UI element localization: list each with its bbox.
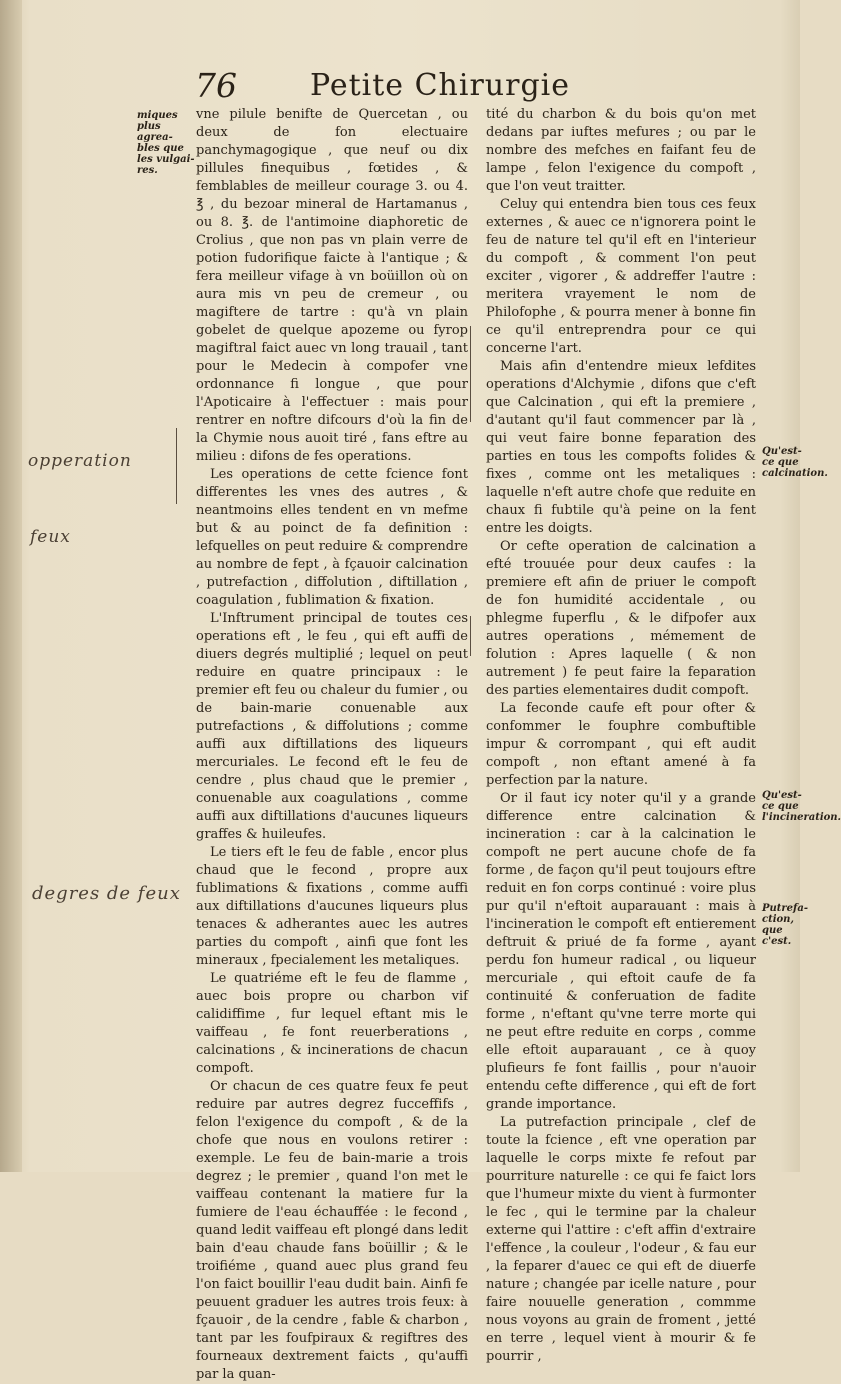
margin-marking: [176, 428, 177, 504]
paragraph: Le quatriéme eft le feu de flamme , auec bois propre ou charbon vif calidiffime , fur lequel eftant mis le vaiffeau , fe font reuerberations , calcinations , & incinerations de chacun compoft.: [196, 971, 468, 1076]
text-column-right: [486, 106, 756, 1366]
text-column-left: [196, 106, 468, 1384]
paragraph: Les operations de cette fcience font differentes les vnes des autres , & neantmoins elles tendent en vn mefme but & au poinct de fa definition : lefquelles on peut reduire & comprendre au nombre de fept , à fçauoir calcination , putrefaction , diffolution , diftillation , coagulation , fublimation & fixation.: [196, 467, 468, 608]
binding-gutter: [0, 0, 22, 1172]
margin-note-right: Qu'est-ce que l'incineration.: [762, 790, 841, 823]
margin-note-right: Putrefa-ction, que c'est.: [762, 903, 808, 947]
handwritten-note: feux: [30, 527, 71, 547]
paragraph: Mais afin d'entendre mieux lefdites operations d'Alchymie , difons que c'eft que Calcination , qui eft la premiere , d'autant qu'il faut commencer par là , qui veut faire bonne feparation des parties en tous les compofts folides & fixes , comme ont les metaliques : laquelle n'eft autre chofe que reduite en chaux fi fubtile qu'à peine on la fent entre les doigts.: [486, 359, 756, 536]
running-head: Petite Chirurgie: [310, 68, 571, 103]
paragraph: Or chacun de ces quatre feux fe peut reduire par autres degrez fucceffifs , felon l'exigence du compoft , & de la chofe que nous en voulons retirer : exemple. Le feu de bain-marie a trois degrez ; le premier , quand l'on met le vaiffeau contenant la matiere fur la fumiere de l'eau échauffée : le fecond , quand ledit vaiffeau eft plongé dans ledit bain d'eau chaude fans boüillir ; & le troifiéme , quand auec plus grand feu l'on faict bouillir l'eau dudit bain. Ainfi fe peuuent graduer les autres trois feux: à fçauoir , de la cendre , fable & charbon , tant par les foufpiraux & regiftres des fourneaux dextrement faicts , qu'auffi par la quan-: [196, 1079, 468, 1382]
page-header: [195, 66, 595, 110]
margin-marking: [470, 616, 471, 656]
paragraph: Le tiers eft le feu de fable , encor plus chaud que le fecond , propre aux fublimations & fixations , comme auffi aux diftillations d'aucunes liqueurs plus tenaces & adherantes auec les autres parties du compoft , ainfi que font les mineraux , fpecialement les metaliques.: [196, 845, 468, 968]
paragraph: L'Inftrument principal de toutes ces operations eft , le feu , qui eft auffi de diuers degrés multiplié ; lequel on peut reduire en quatre principaux : le premier eft feu ou chaleur du fumier , ou de bain-marie conuenable aux putrefactions , & diffolutions ; comme auffi aux diftillations des liqueurs mercuriales. Le fecond eft le feu de cendre , plus chaud que le premier , conuenable aux coagulations , comme auffi aux diftillations d'aucunes liqueurs graffes & huileufes.: [196, 611, 468, 842]
margin-note-left: miques plus agrea-bles que les vulgai-res.: [137, 110, 195, 176]
paragraph: vne pilule benifte de Quercetan , ou deux de fon electuaire panchymagogique , que neuf ou dix pillules finequibus , fœtides , & femblables de meilleur courage 3. ou 4. ℥ , du bezoar mineral de Hartamanus , ou 8. ℥. de l'antimoine diaphoretic de Crolius , que non pas vn plain verre de potion fudorifique faicte à l'antique ; & fera meilleur vifage à vn boüillon où on aura mis vn peu de cremeur , ou magiftere de tartre : qu'à vn plain gobelet de quelque apozeme ou fyrop magiftral faict auec vn long trauail , tant pour le Medecin à compofer vne ordonnance fi longue , que pour l'Apoticaire à l'effectuer : mais pour rentrer en noftre difcours d'où la fin de la Chymie nous auoit tiré , fans eftre au milieu : difons de fes operations.: [196, 107, 468, 464]
paragraph: tité du charbon & du bois qu'on met dedans par iuftes mefures ; ou par le nombre des mefches en faifant feu de lampe , felon l'exigence du compoft , que l'on veut traitter.: [486, 107, 756, 194]
paragraph: La putrefaction principale , clef de toute la fcience , eft vne operation par laquelle le corps mixte fe refout par pourriture naturelle : ce qui fe faict lors que l'humeur mixte du vient à furmonter le fec , qui le termine par la chaleur externe qui l'attire : c'eft affin d'extraire l'effence , la couleur , l'odeur , & fau eur , la feparer d'auec ce qui eft de diuerfe nature ; changée par icelle nature , pour faire nouuelle generation , commme nous voyons au grain de froment , jetté en terre , lequel vient à mourir & fe pourrir ,: [486, 1115, 756, 1364]
handwritten-note: degres de feux: [32, 883, 181, 904]
paragraph: Celuy qui entendra bien tous ces feux externes , & auec ce n'ignorera point le feu de nature tel qu'il eft en l'interieur du compoft , & comment l'on peut exciter , vigorer , & addreffer l'autre : meritera vrayement le nom de Philofophe , & pourra mener à bonne fin ce qu'il entreprendra pour ce qui concerne l'art.: [486, 197, 756, 356]
paragraph: Or il faut icy noter qu'il y a grande difference entre calcination & incineration : car à la calcination le compoft ne pert aucune chofe de fa forme , de façon qu'il peut toujours eftre reduit en fon corps continué : voire plus pur qu'il n'eftoit auparauant : mais à l'incineration le compoft eft entierement deftruit & priué de fa forme , ayant perdu fon humeur radical , ou liqueur mercuriale , qui eftoit caufe de fa continuité & conferuation de fadite forme , n'eftant qu'vne terre morte qui ne peut eftre reduite en corps , comme elle eftoit auparauant , ce à quoy plufieurs fe font faillis , pour n'auoir entendu cefte difference , qui eft de fort grande importance.: [486, 791, 756, 1112]
page-number: 76: [195, 66, 237, 105]
margin-note-right: Qu'est-ce que calcination.: [762, 446, 828, 479]
paragraph: La feconde caufe eft pour ofter & confommer le fouphre combuftible impur & corrompant , qui eft audit compoft , non eftant amené à fa perfection par la nature.: [486, 701, 756, 788]
handwritten-note: opperation: [28, 451, 132, 471]
paragraph: Or cefte operation de calcination a efté trouuée pour deux caufes : la premiere eft afin de priuer le compoft de fon humidité accidentale , ou phlegme fuperflu , & le difpofer aux autres operations , mémement de folution : Apres laquelle ( & non autrement ) fe peut faire la feparation des parties elementaires dudit compoft.: [486, 539, 756, 698]
margin-marking: [470, 326, 471, 422]
